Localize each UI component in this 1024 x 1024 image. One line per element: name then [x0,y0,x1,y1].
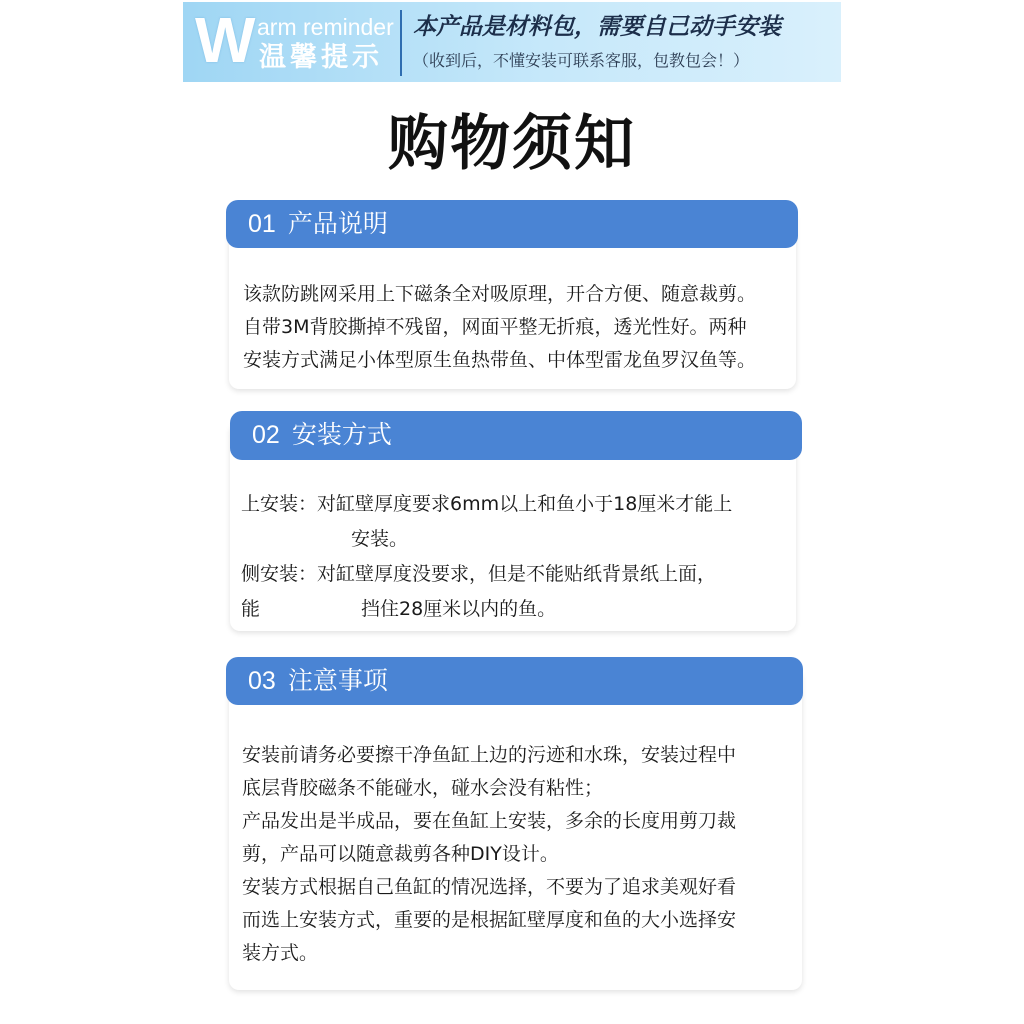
section-number: 01 [248,210,276,238]
body-line: 装方式。 [242,942,319,964]
body-line: 能 [241,598,261,620]
section-title: 安装方式 [291,420,392,449]
section-body-product-description [243,278,756,377]
body-line: 该款防跳网采用上下磁条全对吸原理，开合方便、随意裁剪。 [243,283,757,305]
section-header-installation-method [230,411,802,460]
body-line: 安装方式根据自己鱼缸的情况选择，不要为了追求美观好看 [242,876,737,898]
body-line: 侧安装：对缸壁厚度没要求，但是不能贴纸背景纸上面， [241,563,717,585]
page-title: 购物须知 [388,109,636,179]
section-title: 产品说明 [287,209,388,238]
section-body-installation-method [241,487,732,627]
body-line: 产品发出是半成品，要在鱼缸上安装，多余的长度用剪刀裁 [242,810,737,832]
body-line: 上安装：对缸壁厚度要求6mm以上和鱼小于18厘米才能上 [241,493,733,515]
section-header-product-description [226,200,798,248]
banner-sub-text: （收到后，不懂安装可联系客服，包教包会！） [413,51,750,70]
banner-english-label: arm reminder [257,14,394,40]
section-number: 02 [252,421,280,449]
body-line: 剪，产品可以随意裁剪各种DIY设计。 [242,843,559,865]
body-line: 底层背胶磁条不能碰水，碰水会没有粘性； [242,777,604,799]
banner-main-text: 本产品是材料包，需要自己动手安装 [413,14,781,40]
body-line: 自带3M背胶撕掉不残留，网面平整无折痕，透光性好。两种 [243,316,747,338]
section-title: 注意事项 [287,666,388,695]
section-body-precautions [242,739,736,970]
section-header-precautions [226,657,803,705]
body-line: 而选上安装方式，重要的是根据缸壁厚度和鱼的大小选择安 [242,909,737,931]
banner-divider [400,10,402,76]
warm-reminder-banner [183,2,841,82]
banner-chinese-label: 温馨提示 [259,42,383,73]
body-line: 安装。 [351,528,409,550]
body-line: 挡住28厘米以内的鱼。 [361,598,557,620]
body-line: 安装方式满足小体型原生鱼热带鱼、中体型雷龙鱼罗汉鱼等。 [243,349,757,371]
section-number: 03 [248,667,276,695]
banner-logo-letter: W [195,4,256,76]
body-line: 安装前请务必要擦干净鱼缸上边的污迹和水珠，安装过程中 [242,744,737,766]
